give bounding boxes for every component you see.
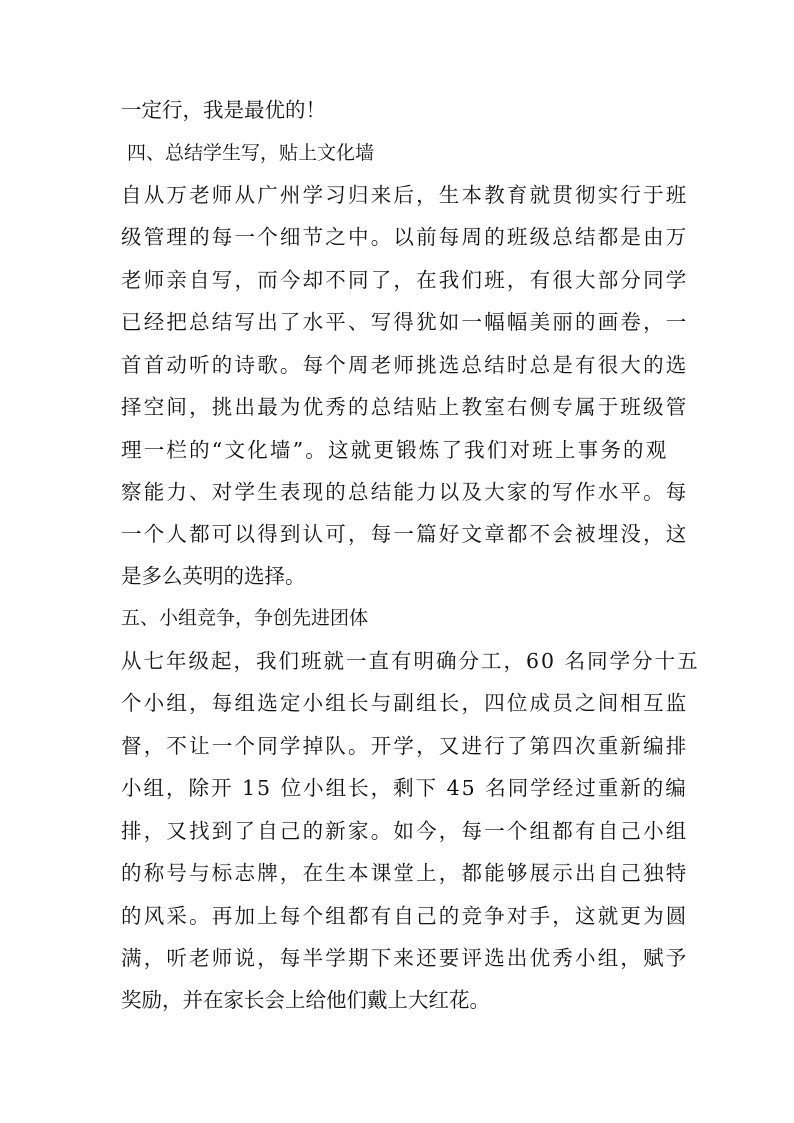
text-line: 择空间，挑出最为优秀的总结贴上教室右侧专属于班级管 [121, 395, 689, 419]
text-line: 的称号与标志牌，在生本课堂上，都能够展示出自己独特 [121, 861, 689, 885]
text-line: 排，又找到了自己的新家。如今，每一个组都有自己小组 [121, 819, 689, 843]
text-line: 是多么英明的选择。 [121, 564, 306, 588]
text-line: 老师亲自写，而今却不同了，在我们班，有很大部分同学 [121, 268, 689, 292]
text-line: 从七年级起，我们班就一直有明确分工，60 名同学分十五 [121, 649, 700, 673]
text-line: 满，听老师说，每半学期下来还要评选出优秀小组，赋予 [121, 946, 689, 970]
text-line: 理一栏的“文化墙”。这就更锻炼了我们对班上事务的观 [121, 438, 669, 462]
text-line: 督，不让一个同学掉队。开学，又进行了第四次重新编排 [121, 734, 689, 758]
section-heading-4: 四、总结学生写，贴上文化墙 [121, 142, 375, 164]
text-line: 已经把总结写出了水平、写得犹如一幅幅美丽的画卷，一 [121, 310, 689, 334]
text-line: 自从万老师从广州学习归来后，生本教育就贯彻实行于班 [121, 183, 689, 207]
text-line: 一定行，我是最优的！ [121, 98, 326, 122]
text-line: 察能力、对学生表现的总结能力以及大家的写作水平。每 [121, 480, 689, 504]
text-line: 个小组，每组选定小组长与副组长，四位成员之间相互监 [121, 691, 689, 715]
section-heading-5: 五、小组竞争，争创先进团体 [121, 607, 369, 629]
text-line: 级管理的每一个细节之中。以前每周的班级总结都是由万 [121, 225, 689, 249]
text-line: 的风采。再加上每个组都有自己的竞争对手，这就更为圆 [121, 904, 689, 928]
text-line: 首首动听的诗歌。每个周老师挑选总结时总是有很大的选 [121, 353, 689, 377]
text-line: 奖励，并在家长会上给他们戴上大红花。 [121, 988, 490, 1012]
text-line: 小组，除开 15 位小组长，剩下 45 名同学经过重新的编 [121, 776, 688, 800]
text-line: 一个人都可以得到认可，每一篇好文章都不会被埋没，这 [121, 522, 689, 546]
